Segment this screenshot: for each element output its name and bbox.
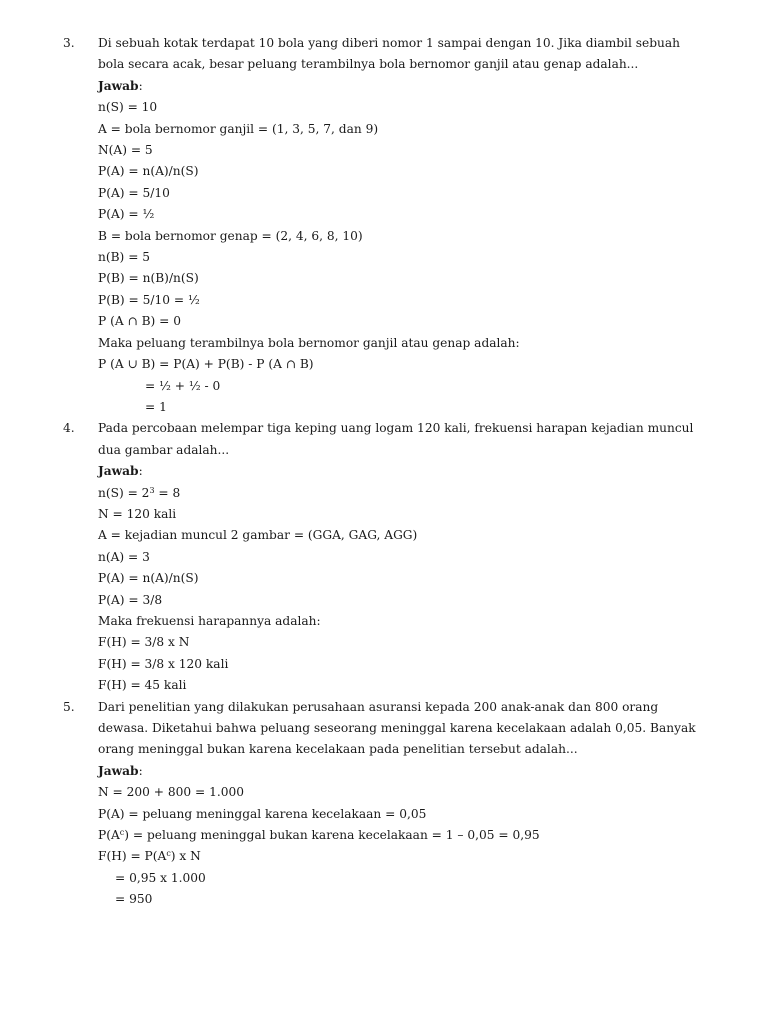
answer-line: P(A) = peluang meninggal karena kecelakaan = 0,05 [98,806,427,821]
question-line: orang meninggal bukan karena kecelakaan pada penelitian tersebut adalah... [98,742,578,757]
answer-line: F(H) = 3/8 x N [98,635,190,650]
answer-line: P(A) = 5/10 [98,185,170,200]
answer-continuation: = 950 [115,892,153,907]
question-line: bola secara acak, besar peluang terambilnya bola bernomor ganjil atau genap adalah... [98,57,639,72]
problem-number: 3. [63,36,75,50]
answer-line: F(H) = 45 kali [98,678,187,693]
pac-suffix: ) = peluang meninggal bukan karena kecelakaan = 1 – 0,05 = 0,95 [124,828,540,843]
answer-line: A = kejadian muncul 2 gambar = (GGA, GAG, AGG) [98,528,418,543]
question-line: dewasa. Diketahui bahwa peluang seseorang meninggal karena kecelakaan adalah 0,05. Banyak [98,721,696,735]
answer-label: Jawab [98,464,139,479]
answer-line: F(H) = 3/8 x 120 kali [98,656,229,671]
answer-colon: : [138,464,143,479]
answer-line-complement [98,825,718,846]
answer-line: Maka peluang terambilnya bola bernomor ganjil atau genap adalah: [98,335,520,350]
problem-3 [0,33,768,418]
problem-body [98,697,718,911]
document-page [0,33,768,911]
fh-superscript: c [166,849,171,859]
question-line: Dari penelitian yang dilakukan perusahaan asuransi kepada 200 anak-anak dan 800 orang [98,699,659,714]
answer-colon: : [138,78,143,93]
answer-continuation: = 1 [145,399,167,414]
answer-line: B = bola bernomor genap = (2, 4, 6, 8, 10) [98,228,363,243]
answer-heading [98,761,718,782]
answer-line: P (A ∪ B) = P(A) + P(B) - P (A ∩ B) [98,357,314,372]
answer-continuation: = ½ + ½ - 0 [145,378,221,393]
answer-line: n(A) = 3 [98,549,150,564]
problem-body [98,418,718,696]
answer-heading [98,76,718,97]
fh-prefix: F(H) = P(A [98,849,167,864]
answer-continuation: = 0,95 x 1.000 [115,870,206,885]
answer-line-fh [98,846,718,867]
problem-4 [0,418,768,696]
pac-prefix: P(A [98,828,120,843]
problem-number: 5. [63,699,75,714]
answer-line: P(B) = 5/10 = ½ [98,292,200,307]
answer-line: P(A) = n(A)/n(S) [98,164,199,179]
answer-heading [98,461,718,482]
answer-line: N = 120 kali [98,506,177,521]
answer-line: P(A) = ½ [98,207,155,222]
answer-label: Jawab [98,78,139,93]
answer-line: N = 200 + 800 = 1.000 [98,785,244,800]
question-line: dua gambar adalah... [98,442,230,457]
question-line: Pada percobaan melempar tiga keping uang logam 120 kali, frekuensi harapan kejadian muncul [98,421,694,436]
ns-exponent: 3 [149,485,155,495]
answer-line: P(B) = n(B)/n(S) [98,271,199,286]
answer-line: A = bola bernomor ganjil = (1, 3, 5, 7, dan 9) [98,121,379,136]
answer-line: P(A) = n(A)/n(S) [98,571,199,586]
ns-suffix: = 8 [154,485,181,500]
ns-prefix: n(S) = 2 [98,485,150,500]
answer-line: P (A ∩ B) = 0 [98,314,182,329]
problem-5 [0,697,768,911]
problem-body [98,33,718,418]
answer-colon: : [138,763,143,778]
problem-number: 4. [63,421,75,436]
answer-line: P(A) = 3/8 [98,592,163,607]
pac-superscript: c [119,828,125,838]
question-line: Di sebuah kotak terdapat 10 bola yang diberi nomor 1 sampai dengan 10. Jika diambil sebuah [98,36,680,50]
answer-label: Jawab [98,763,139,778]
answer-line: N(A) = 5 [98,143,153,158]
answer-line-ns [98,483,718,504]
answer-line: Maka frekuensi harapannya adalah: [98,613,321,628]
fh-suffix: ) x N [170,849,201,864]
answer-line: n(B) = 5 [98,250,151,265]
answer-line: n(S) = 10 [98,100,158,115]
